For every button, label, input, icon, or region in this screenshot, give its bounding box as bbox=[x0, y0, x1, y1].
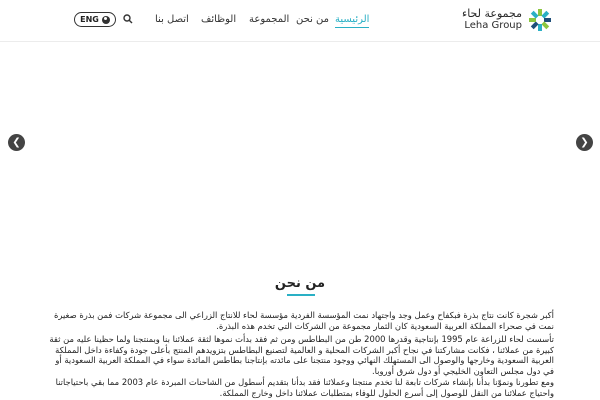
about-title-underline bbox=[287, 294, 315, 296]
logo-name-arabic: مجموعة لحاء bbox=[462, 7, 522, 20]
chevron-left-icon: ❮ bbox=[12, 137, 21, 148]
language-switch-button[interactable] bbox=[74, 12, 116, 27]
nav-contact[interactable]: اتصل بنا bbox=[155, 14, 189, 25]
nav-about[interactable]: من نحن bbox=[296, 14, 329, 25]
brand-logo[interactable] bbox=[462, 8, 552, 32]
logo-star-icon bbox=[528, 8, 552, 32]
about-paragraph-2: تأسست لحاء للزراعة عام 1995 بإنتاجية وقدرها 2000 طن من البطاطس ومن ثم فقد بدأت نموها لثقة عملائنا بنا وبمنتجنا ولما حظينا عليه من ثقة كبيرة من عملائنا ، فكانت مشاركتنا في نجاح أكبر الشركات المحلية و العالمية لتصنيع البطاطس بتزويدهم المنتج بأعلى جودة وكفاءة داخل المملكة العربية السعودية وخارجها والوصول الى المستهلك النهائي ووجود منتجنا على مائدته بإنتاجنا بطاطس المائدة سواء في المملكة العربية السعودية أو في دول مجلس التعاون الخليجي أو دول شرق أوروبا. bbox=[49, 334, 554, 376]
language-label: ENG bbox=[80, 15, 99, 24]
chevron-right-icon: ❯ bbox=[580, 137, 589, 148]
site-header bbox=[0, 0, 600, 42]
nav-group[interactable]: المجموعة bbox=[249, 14, 290, 25]
nav-jobs[interactable]: الوظائف bbox=[201, 14, 237, 25]
nav-home[interactable]: الرئيسية bbox=[335, 14, 369, 28]
slider-prev-button[interactable] bbox=[8, 134, 25, 151]
about-paragraph-1: أكبر شجرة كانت نتاج بذرة فبكفاح وعمل وجد واجتهاد نمت المؤسسة الفردية مؤسسة لحاء للانتاج الزراعي الى مجموعة شركات فمن بذرة صغيرة نمت في صحراء المملكة العربية السعودية كان الثمار مجموعة من الشركات التي تخدم هذه البذرة. bbox=[54, 310, 554, 331]
logo-name-english: Leha Group bbox=[464, 20, 522, 31]
globe-icon bbox=[102, 16, 110, 24]
hero-slider bbox=[0, 42, 600, 242]
logo-text bbox=[462, 8, 522, 32]
search-icon[interactable] bbox=[122, 13, 134, 25]
about-paragraph-3: ومع تطورنا ونموّنا بدأنا بإنشاء شركات تابعة لنا تخدم منتجنا وعملائنا فقد بدأنا بتقديم أسطول من الشاحنات المبردة عام 2003 مما بقي باحتياجاتنا واحتياج عملائنا من النقل للوصول إلى أسرع الحلول للوفاء بمتطلبات عملائنا داخل وخارج المملكة. bbox=[55, 377, 554, 398]
slider-next-button[interactable] bbox=[576, 134, 593, 151]
about-title: من نحن bbox=[274, 276, 326, 291]
